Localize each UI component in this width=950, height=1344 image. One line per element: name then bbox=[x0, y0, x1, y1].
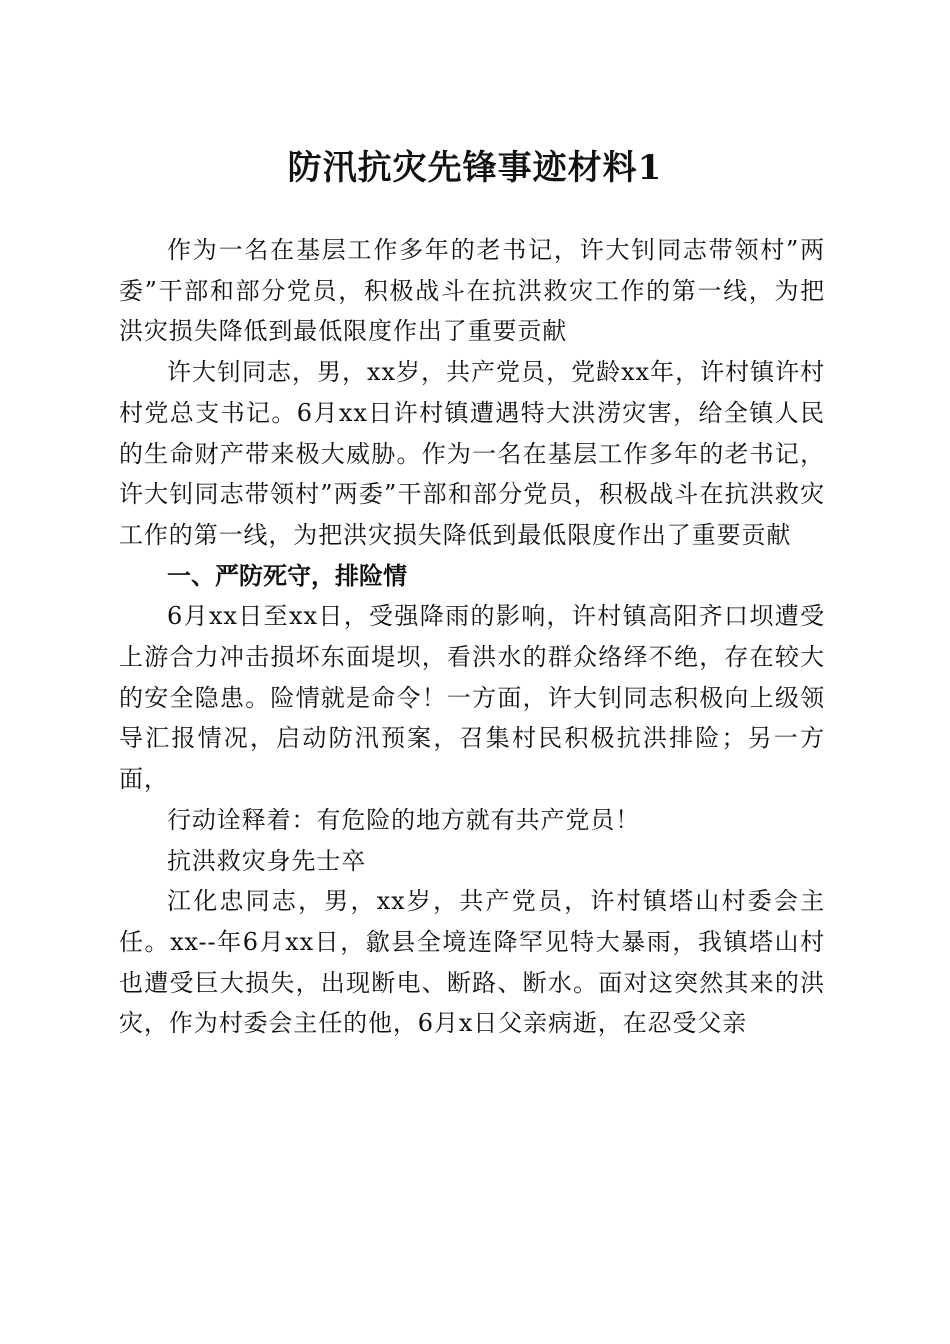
paragraph: 抗洪救灾身先士卒 bbox=[167, 846, 367, 875]
paragraph: 行动诠释着：有危险的地方就有共产党员！ bbox=[167, 805, 641, 834]
paragraph: 作为一名在基层工作多年的老书记，许大钊同志带领村”两委”干部和部分党员，积极战斗在抗洪救灾工作的第一线，为把洪灾损失降低到最低限度作出了重要贡献 bbox=[119, 236, 825, 346]
paragraph: 江化忠同志，男，xx岁，共产党员，许村镇塔山村委会主任。xx--年6月xx日，歙县全境连降罕见特大暴雨，我镇塔山村也遭受巨大损失，出现断电、断路、断水。面对这突然其来的洪灾，作为村委会主任的他，6月x日父亲病逝，在忍受父亲 bbox=[119, 887, 825, 1038]
paragraph: 许大钊同志，男，xx岁，共产党员，党龄xx年，许村镇许村村党总支书记。6月xx日许村镇遭遇特大洪涝灾害，给全镇人民的生命财产带来极大威胁。作为一名在基层工作多年的老书记，许大钊同志带领村”两委”干部和部分党员，积极战斗在抗洪救灾工作的第一线，为把洪灾损失降低到最低限度作出了重要贡献 bbox=[119, 358, 825, 549]
document-body bbox=[119, 230, 825, 1044]
section-heading: 一、严防死守，排险情 bbox=[167, 561, 407, 590]
paragraph: 6月xx日至xx日，受强降雨的影响，许村镇高阳齐口坝遭受上游合力冲击损坏东面堤坝，看洪水的群众络绎不绝，存在较大的安全隐患。险情就是命令！一方面，许大钊同志积极向上级领导汇报情况，启动防汛预案，召集村民积极抗洪排险；另一方面， bbox=[119, 602, 825, 794]
document-title: 防汛抗灾先锋事迹材料1 bbox=[287, 148, 663, 188]
